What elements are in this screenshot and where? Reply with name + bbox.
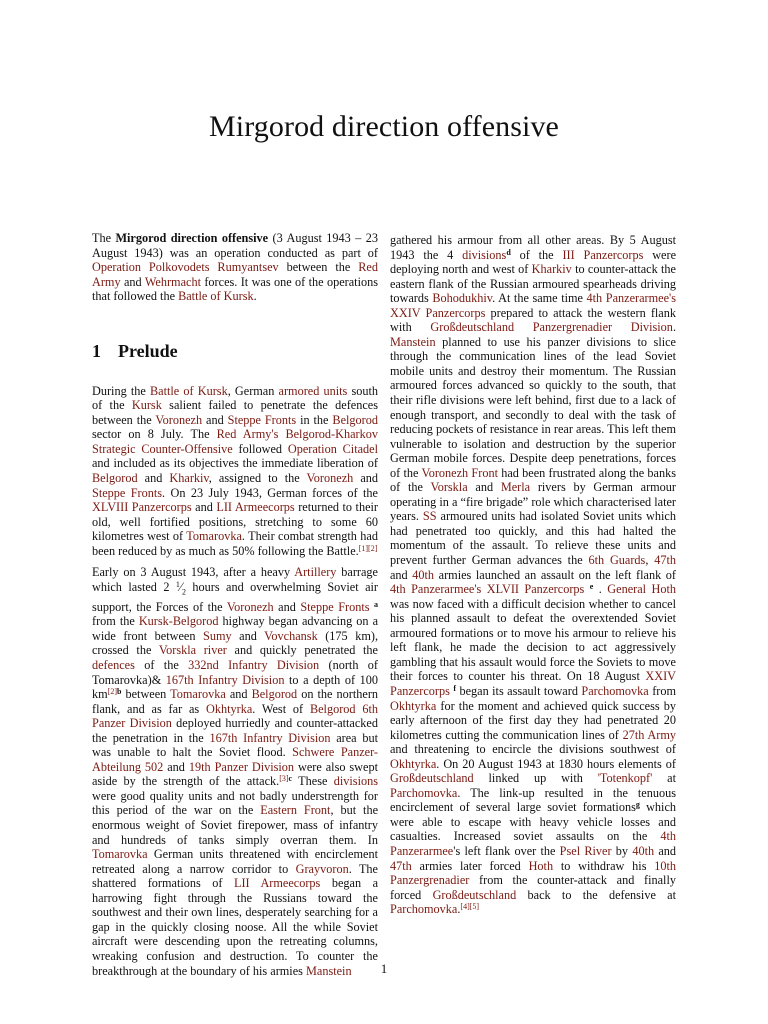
- article-link[interactable]: Wehrmacht: [144, 274, 201, 289]
- article-link[interactable]: 10th Panzergrenadier: [390, 858, 677, 888]
- article-link[interactable]: Tomarovka: [170, 687, 226, 702]
- footnote-marker[interactable]: e: [589, 582, 594, 592]
- article-link[interactable]: 167th Infantry Division: [165, 672, 285, 687]
- article-link[interactable]: Steppe Fronts: [300, 599, 370, 614]
- article-link[interactable]: 332nd Infantry Division: [188, 658, 320, 673]
- article-link[interactable]: III Panzercorps: [562, 247, 644, 262]
- article-link[interactable]: XXIV Panzercorps: [390, 669, 676, 698]
- citation-link[interactable]: [1][2]: [358, 543, 378, 553]
- fraction-denominator: 2: [181, 587, 186, 597]
- article-link[interactable]: Artillery: [294, 565, 337, 580]
- article-link[interactable]: Parchomovka: [390, 785, 458, 800]
- left-column: [92, 231, 378, 985]
- footnote-marker[interactable]: b: [116, 687, 122, 697]
- article-link[interactable]: Kharkiv: [531, 262, 572, 277]
- page-number: 1: [380, 961, 388, 976]
- right-column: [390, 233, 676, 924]
- article-link[interactable]: Operation Citadel: [287, 441, 378, 456]
- prelude-paragraph-2-continued: gathered his armour from all other areas. By 5 August 1943 the 4 divisions$^d$ of the III Panzercorps were deploying north and west of Kharkiv to counter-attack the eastern flank of the Russian armoured spearheads driving towards Bohodukhiv. At the same time 4th Panzerarmee's XXIV Panzercorps prepared to attack the western flank with Großdeutschland Panzergrenadier Division. Manstein planned to use his panzer divisions to slice through the communication lines of the lead Soviet mobile units and destroy their momentum. The Russian armoured forces advanced so quickly to the south, that their rifle divisions were left behind, first due to a lack of enough transport, and secondly to deal with the task of reducing pockets of resistance in rear areas. This left them vulnerable to isolation and destruction by the superior German mobile forces. Despite deep penetrations, forces of the Voronezh Front had been frustrated along the banks of the Vorskla and Merla rivers by German armour operating in a “fire brigade” role which characterised later years. SS armoured units had isolated Soviet units which had penetrated too quickly, and this had halted the momentum of the assault. To relieve these units and prevent further German advances the 6th Guards, 47th and 40th armies launched an assault on the left flank of 4th Panzerarmee's XLVII Panzercorps $^e$ . General Hoth was now faced with a difficult decision whether to cancel his planned assault to defeat the overextended Soviet armoured formations or to move his armour to relieve his left flank, he made the decision to act aggressively gambling that his assault would force the Soviets to move their forces to counter his threat. On 18 August XXIV Panzercorps $^f$ began its assault toward Parchomovka from Okhtyrka for the moment and achieved quick success by early afternoon of the first day they had penetrated 20 kilometres cutting the communication lines of 27th Army and threatening to encircle the divisions southwest of Okhtyrka. On 20 August 1943 at 1830 hours elements of Großdeutschland linked up with 'Totenkopf' at Parchomovka. The link-up resulted in the tenuous encirclement of several large soviet formations$^g$ which were able to escape with heavy vehicle losses and casualties. Increased soviet assaults on the 4th Panzerarmee's left flank over the Psel River by 40th and 47th armies later forced Hoth to withdraw his 10th Panzergrenadier from the counter-attack and finally forced Großdeutschland back to the defensive at Parchomovka.[4][5]: [390, 233, 677, 917]
- article-link[interactable]: 40th: [412, 567, 435, 582]
- article-link[interactable]: Merla: [500, 480, 531, 495]
- article-link[interactable]: Belgorod: [251, 687, 298, 702]
- article-link[interactable]: 4th Panzerarmee: [390, 829, 676, 858]
- article-link[interactable]: Manstein: [390, 334, 436, 349]
- article-link[interactable]: 19th Panzer Division: [188, 759, 295, 774]
- section-heading-prelude: [92, 340, 378, 362]
- article-link[interactable]: 4th Panzerarmee's XLVII Panzercorps: [390, 582, 585, 597]
- article-link[interactable]: Voronezh: [226, 599, 274, 614]
- article-link[interactable]: Vorskla: [430, 480, 468, 495]
- article-link[interactable]: Kharkiv: [169, 471, 209, 486]
- article-link[interactable]: Grayvoron: [295, 861, 349, 876]
- citation-link[interactable]: [3]: [279, 774, 289, 784]
- article-link[interactable]: divisions: [333, 774, 378, 789]
- article-link[interactable]: defences: [92, 658, 135, 673]
- article-link[interactable]: Vovchansk: [264, 628, 318, 643]
- article-link[interactable]: LII Armeecorps: [216, 500, 295, 515]
- footnote-marker[interactable]: f: [453, 683, 456, 693]
- article-link[interactable]: Tomarovka: [186, 529, 242, 544]
- citation-link[interactable]: 1: [175, 579, 180, 589]
- article-link[interactable]: Bohodukhiv: [432, 291, 493, 306]
- article-link[interactable]: Kursk: [131, 398, 162, 413]
- article-link[interactable]: Belgorod: [92, 471, 138, 486]
- article-link[interactable]: SS: [422, 509, 437, 524]
- article-link[interactable]: Red Army's Belgorod-Kharkov Strategic Counter-Offensive: [92, 427, 378, 456]
- article-link[interactable]: Psel River: [559, 843, 612, 858]
- article-link[interactable]: XLVIII Panzercorps: [92, 500, 192, 515]
- article-subject: Mirgorod direction offensive: [115, 231, 269, 245]
- intro-paragraph: The Mirgorod direction offensive (3 August 1943 – 23 August 1943) was an operation conducted as part of Operation Polkovodets Rumyantsev between the Red Army and Wehrmacht forces. It was one of the operations that followed the Battle of Kursk.: [92, 231, 378, 304]
- article-link[interactable]: 47th: [654, 553, 676, 568]
- article-link[interactable]: Battle of Kursk: [178, 289, 254, 304]
- article-link[interactable]: Sumy: [203, 628, 232, 643]
- article-link[interactable]: Parchomovka: [390, 902, 458, 917]
- article-link[interactable]: 27th Army: [622, 727, 676, 742]
- article-link[interactable]: General Hoth: [607, 582, 676, 597]
- prelude-paragraph-1: During the Battle of Kursk, German armored units south of the Kursk salient failed to penetrate the defences between the Voronezh and Steppe Fronts in the Belgorod sector on 8 July. The Red Army's Belgorod-Kharkov Strategic Counter-Offensive followed Operation Citadel and included as its objectives the immediate liberation of Belgorod and Kharkiv, assigned to the Voronezh and Steppe Fronts. On 23 July 1943, German forces of the XLVIII Panzercorps and LII Armeecorps returned to their old, well fortified positions, stretching to some 60 kilometres west of Tomarovka. Their combat strength had been reduced by as much as 50% following the Battle.[1][2]: [92, 383, 379, 558]
- article-link[interactable]: Okhtyrka: [390, 698, 437, 713]
- article-link[interactable]: Belgorod 6th Panzer Division: [92, 701, 378, 731]
- article-link[interactable]: 47th: [390, 858, 412, 873]
- article-link[interactable]: Belgorod: [332, 412, 378, 427]
- article-link[interactable]: Parchomovka: [581, 683, 649, 698]
- article-link[interactable]: Voronezh Front: [421, 465, 498, 480]
- article-link[interactable]: Eastern Front: [260, 803, 331, 818]
- article-link[interactable]: Voronezh: [155, 412, 203, 427]
- article-link[interactable]: Voronezh: [306, 471, 354, 486]
- article-link[interactable]: Steppe Fronts: [92, 485, 163, 500]
- article-link[interactable]: divisions: [462, 247, 507, 262]
- article-link[interactable]: Großdeutschland Panzergrenadier Division: [430, 320, 673, 335]
- article-link[interactable]: 6th Guards: [588, 553, 646, 568]
- footnote-marker[interactable]: g: [635, 800, 640, 810]
- article-link[interactable]: 'Totenkopf': [597, 771, 653, 786]
- section-number: 1: [92, 340, 101, 361]
- article-link[interactable]: Großdeutschland: [432, 887, 517, 902]
- footnote-marker[interactable]: d: [506, 247, 511, 257]
- article-link[interactable]: Vorskla river: [158, 643, 227, 658]
- article-link[interactable]: Steppe Fronts: [227, 412, 297, 427]
- footnote-marker[interactable]: c: [288, 774, 293, 784]
- article-link[interactable]: Operation Polkovodets Rumyantsev: [92, 260, 279, 275]
- prelude-paragraph-2: Early on 3 August 1943, after a heavy Artillery barrage which lasted 2 $^1⁄_2$ hours and overwhelming Soviet air support, the Forces of the Voronezh and Steppe Fronts $^a$ from the Kursk-Belgorod highway began advancing on a wide front between Sumy and Vovchansk (175 km), crossed the Vorskla river and quickly penetrated the defences of the 332nd Infantry Division (north of Tomarovka)& 167th Infantry Division to a depth of 100 km$^{[2]b}$ between Tomarovka and Belgorod on the northern flank, and as far as Okhtyrka. West of Belgorod 6th Panzer Division deployed hurriedly and counter-attacked the penetration in the 167th Infantry Division area but was unable to halt the Soviet flood. Schwere Panzer-Abteilung 502 and 19th Panzer Division were also swept aside by the strength of the attack.$^{[3]c}$ These divisions were good quality units and not badly understrength for this period of the war on the Eastern Front, but the enormous weight of Soviet firepower, mass of infantry and hundreds of tanks simply overran them. In Tomarovka German units threatened with encirclement retreated along a narrow corridor to Grayvoron. The shattered formations of LII Armeecorps began a harrowing fight through the Russians toward the southwest and their own lines, desperately searching for a gap in the quickly closing noose. All the while Soviet aircraft were descending upon the retreating columns, wreaking confusion and destruction. To counter the breakthrough at the boundary of his armies Manstein: [92, 565, 379, 978]
- article-link[interactable]: Okhtyrka: [390, 756, 437, 771]
- article-link[interactable]: Tomarovka: [92, 847, 148, 862]
- article-link[interactable]: 4th Panzerarmee's XXIV Panzercorps: [390, 291, 676, 320]
- footnote-marker[interactable]: a: [374, 599, 379, 609]
- article-link[interactable]: LII Armeecorps: [234, 876, 321, 891]
- citation-link[interactable]: [2]: [107, 687, 117, 697]
- article-title: Mirgorod direction offensive: [209, 110, 559, 143]
- article-link[interactable]: 40th: [632, 843, 655, 858]
- article-link[interactable]: 167th Infantry Division: [209, 730, 331, 745]
- article-link[interactable]: armored units: [278, 383, 348, 398]
- article-link[interactable]: Hoth: [528, 858, 554, 873]
- article-link[interactable]: Okhtyrka: [205, 701, 253, 716]
- citation-link[interactable]: [4][5]: [460, 902, 480, 912]
- article-link[interactable]: Red Army: [92, 260, 378, 289]
- article-link[interactable]: Schwere Panzer-Abteilung 502: [92, 745, 378, 774]
- article-link[interactable]: Großdeutschland: [390, 771, 474, 786]
- section-title: Prelude: [118, 340, 178, 361]
- article-link[interactable]: Manstein: [305, 963, 352, 978]
- article-link[interactable]: Kursk-Belgorod: [138, 614, 219, 629]
- article-link[interactable]: Battle of Kursk: [149, 383, 228, 398]
